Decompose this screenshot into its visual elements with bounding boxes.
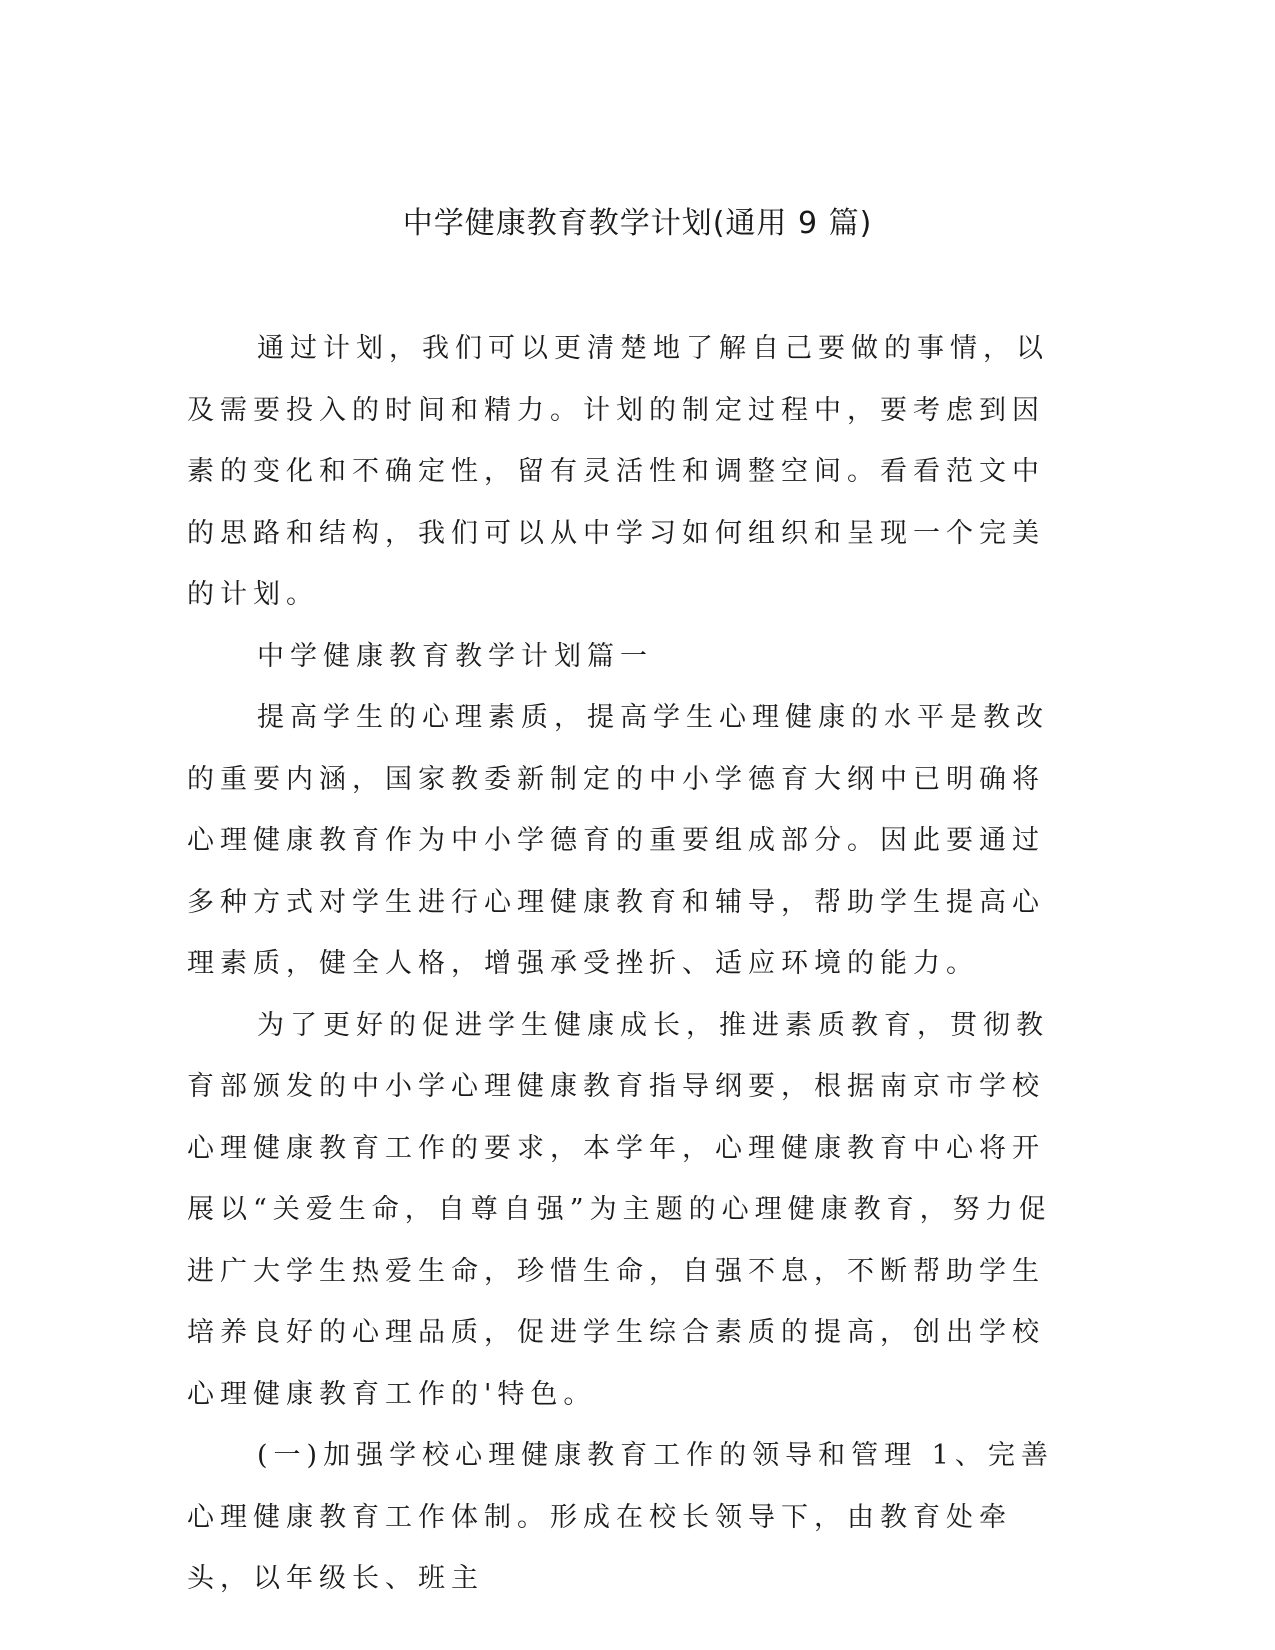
document-title: 中学健康教育教学计划(通用 9 篇) xyxy=(402,206,873,241)
document-body xyxy=(187,318,1067,1610)
intro-paragraph: 通过计划，我们可以更清楚地了解自己要做的事情，以及需要投入的时间和精力。计划的制定过程中，要考虑到因素的变化和不确定性，留有灵活性和调整空间。看看范文中的思路和结构，我们可以从中学习如何组织和呈现一个完美的计划。 xyxy=(187,333,1049,610)
body-paragraph: 为了更好的促进学生健康成长，推进素质教育，贯彻教育部颁发的中小学心理健康教育指导纲要，根据南京市学校心理健康教育工作的要求，本学年，心理健康教育中心将开展以“关爱生命，自尊自强”为主题的心理健康教育，努力促进广大学生热爱生命，珍惜生命，自强不息，不断帮助学生培养良好的心理品质，促进学生综合素质的提高，创出学校心理健康教育工作的'特色。 xyxy=(187,1009,1052,1410)
body-paragraph: 提高学生的心理素质，提高学生心理健康的水平是教改的重要内涵，国家教委新制定的中小学德育大纲中已明确将心理健康教育作为中小学德育的重要组成部分。因此要通过多种方式对学生进行心理健康教育和辅导，帮助学生提高心理素质，健全人格，增强承受挫折、适应环境的能力。 xyxy=(187,702,1049,979)
section-heading: 中学健康教育教学计划篇一 xyxy=(257,640,653,672)
body-paragraph: (一)加强学校心理健康教育工作的领导和管理 1、完善心理健康教育工作体制。形成在校长领导下，由教育处牵头，以年级长、班主 xyxy=(187,1440,1054,1594)
